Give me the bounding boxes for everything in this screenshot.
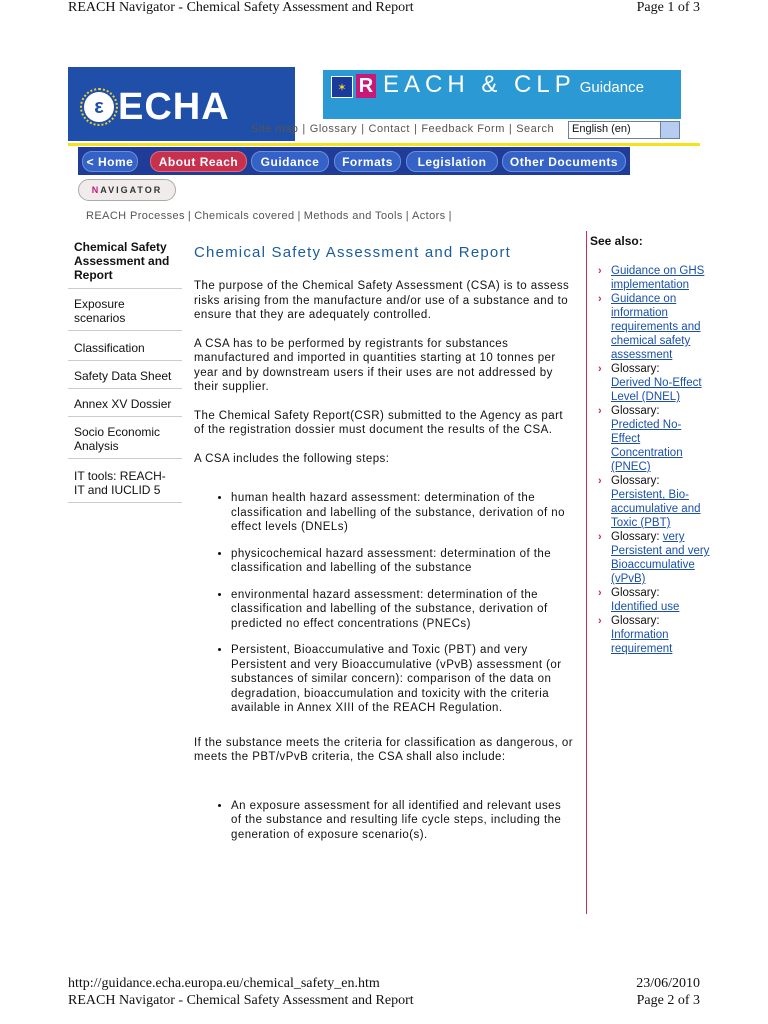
chevron-right-icon: › <box>598 615 602 627</box>
paragraph-purpose: The purpose of the Chemical Safety Assessment (CSA) is to assess risks arising from the manufacture and/or use of a substance and to ensure that they are adequately controlled. <box>194 280 570 321</box>
see-also-item <box>590 530 710 586</box>
site-map-link[interactable]: Site map <box>251 123 299 135</box>
search-link[interactable]: Search <box>516 123 555 135</box>
see-also-prefix: Glossary: <box>611 587 660 599</box>
nav-guidance[interactable]: Guidance <box>251 151 329 172</box>
navigator-badge-initial: N <box>91 185 101 195</box>
site-banner <box>68 67 700 147</box>
subnav: REACH Processes | Chemicals covered | Methods and Tools | Actors | <box>86 210 452 222</box>
nav-other-documents[interactable]: Other Documents <box>502 151 626 172</box>
see-also-link[interactable]: Guidance on GHS implementation <box>611 265 705 291</box>
chevron-right-icon: › <box>598 293 602 305</box>
reach-clp-header <box>323 70 681 119</box>
nav-formats[interactable]: Formats <box>334 151 401 172</box>
extra-list <box>194 799 574 843</box>
language-dropdown-button[interactable] <box>660 122 679 138</box>
page-title: Chemical Safety Assessment and Report <box>194 244 512 261</box>
chevron-right-icon: › <box>598 265 602 277</box>
paragraph-csr: The Chemical Safety Report(CSR) submitted to the Agency as part of the registration dossier must document the results of the CSA. <box>194 409 564 436</box>
see-also-link[interactable]: Information requirement <box>611 629 673 655</box>
subnav-reach-processes[interactable]: REACH Processes <box>86 210 185 222</box>
reach-subtitle: Guidance <box>579 79 644 96</box>
subnav-actors[interactable]: Actors <box>412 210 446 222</box>
reach-title-main: EACH & CLP <box>383 71 576 98</box>
paragraph-criteria: If the substance meets the criteria for classification as dangerous, or meets the PBT/vPvB criteria, the CSA shall also include: <box>194 736 574 763</box>
chevron-right-icon: › <box>598 475 602 487</box>
see-also-prefix: Glossary: <box>611 475 660 487</box>
top-links: Site map | Glossary | Contact | Feedback Form | Search <box>251 123 555 135</box>
paragraph-performed-by: A CSA has to be performed by registrants for substances manufactured and imported in quantities starting at 10 tonnes per year and by downstream users if their uses are not addressed by their supplier. <box>194 337 556 393</box>
see-also-panel <box>590 234 710 656</box>
see-also-item <box>590 586 710 614</box>
see-also-item <box>590 264 710 292</box>
nav-legislation[interactable]: Legislation <box>406 151 498 172</box>
language-value: English (en) <box>572 123 631 135</box>
print-footer <box>68 976 700 1010</box>
see-also-link[interactable]: Guidance on information requirements and chemical safety assessment <box>611 293 701 361</box>
sidebar-item-csa-report[interactable]: Chemical Safety Assessment and Report <box>68 236 182 289</box>
navigator-badge-text: AVIGATOR <box>100 185 163 195</box>
see-also-link[interactable]: Identified use <box>611 601 680 613</box>
reach-r-letter: R <box>356 74 376 98</box>
chevron-right-icon: › <box>598 405 602 417</box>
steps-list <box>194 491 574 716</box>
list-item: • An exposure assessment for all identified and relevant uses of the substance and resulting life cycle steps, including the generation of exposure scenario(s). <box>231 799 574 843</box>
see-also-item <box>590 404 710 474</box>
print-header-title: REACH Navigator - Chemical Safety Assessment and Report <box>68 0 414 15</box>
list-item: • Persistent, Bioaccumulative and Toxic (PBT) and very Persistent and very Bioaccumulative (vPvB) assessment (or substances of similar concern): comparison of the data on degradation, bioaccumulation and toxicity with the criteria available in Annex XIII of the REACH Regulation. <box>231 643 574 716</box>
see-also-link[interactable]: very Persistent and very Bioaccumulative (vPvB) <box>611 531 710 585</box>
list-item: • physicochemical hazard assessment: determination of the classification and labelling of the substance <box>231 547 574 576</box>
nav-home[interactable]: < Home <box>82 151 138 172</box>
see-also-link[interactable]: Persistent, Bio-accumulative and Toxic (PBT) <box>611 489 701 529</box>
language-select[interactable] <box>568 121 680 139</box>
chevron-right-icon: › <box>598 587 602 599</box>
banner-divider <box>68 143 700 146</box>
echa-emblem-icon: ε <box>84 92 114 122</box>
column-divider <box>586 231 587 914</box>
see-also-item <box>590 362 710 404</box>
glossary-link[interactable]: Glossary <box>309 123 358 135</box>
paragraph-steps-intro: A CSA includes the following steps: <box>194 452 390 465</box>
chevron-right-icon: › <box>598 531 602 543</box>
navigator-badge[interactable] <box>78 179 176 201</box>
see-also-prefix: Glossary: <box>611 405 660 417</box>
list-item: • environmental hazard assessment: determination of the classification and labelling of the substance, derivation of predicted no effect concentrations (PNECs) <box>231 588 574 632</box>
feedback-form-link[interactable]: Feedback Form <box>421 123 505 135</box>
contact-link[interactable]: Contact <box>368 123 410 135</box>
see-also-prefix: Glossary: <box>611 363 660 375</box>
see-also-title: See also: <box>590 234 643 248</box>
sidebar-item-it-tools[interactable]: IT tools: REACH-IT and IUCLID 5 <box>68 459 182 503</box>
sidebar-item-safety-data-sheet[interactable]: Safety Data Sheet <box>68 361 182 389</box>
echa-logo-text: ECHA <box>118 85 230 128</box>
print-footer-page: Page 2 of 3 <box>636 993 700 1008</box>
main-content <box>194 244 574 856</box>
sidebar-item-annex-xv-dossier[interactable]: Annex XV Dossier <box>68 389 182 417</box>
eu-flag-icon: ✶ <box>331 76 353 98</box>
nav-about-reach[interactable]: About Reach <box>150 151 247 172</box>
echa-logo[interactable] <box>84 87 230 127</box>
see-also-prefix: Glossary: <box>611 615 660 627</box>
see-also-item <box>590 292 710 362</box>
chevron-right-icon: › <box>598 363 602 375</box>
print-footer-url: http://guidance.echa.europa.eu/chemical_safety_en.htm <box>68 976 380 991</box>
print-footer-date: 23/06/2010 <box>636 976 700 991</box>
print-header <box>68 0 700 18</box>
sidebar-item-classification[interactable]: Classification <box>68 331 182 361</box>
reach-title <box>383 71 644 99</box>
sidebar-item-exposure-scenarios[interactable]: Exposure scenarios <box>68 289 182 331</box>
sidebar-item-socio-economic-analysis[interactable]: Socio Economic Analysis <box>68 417 182 459</box>
list-item: • human health hazard assessment: determination of the classification and labelling of the substance, derivation of no effect levels (DNELs) <box>231 491 574 535</box>
see-also-link[interactable]: Derived No-Effect Level (DNEL) <box>611 377 702 403</box>
see-also-item <box>590 614 710 656</box>
sidebar <box>68 236 182 503</box>
print-footer-title: REACH Navigator - Chemical Safety Assessment and Report <box>68 993 414 1008</box>
see-also-item <box>590 474 710 530</box>
print-header-page: Page 1 of 3 <box>636 0 700 15</box>
see-also-link[interactable]: Predicted No-Effect Concentration (PNEC) <box>611 419 683 473</box>
subnav-methods-and-tools[interactable]: Methods and Tools <box>303 210 403 222</box>
subnav-chemicals-covered[interactable]: Chemicals covered <box>194 210 295 222</box>
see-also-prefix: Glossary: <box>611 531 660 543</box>
